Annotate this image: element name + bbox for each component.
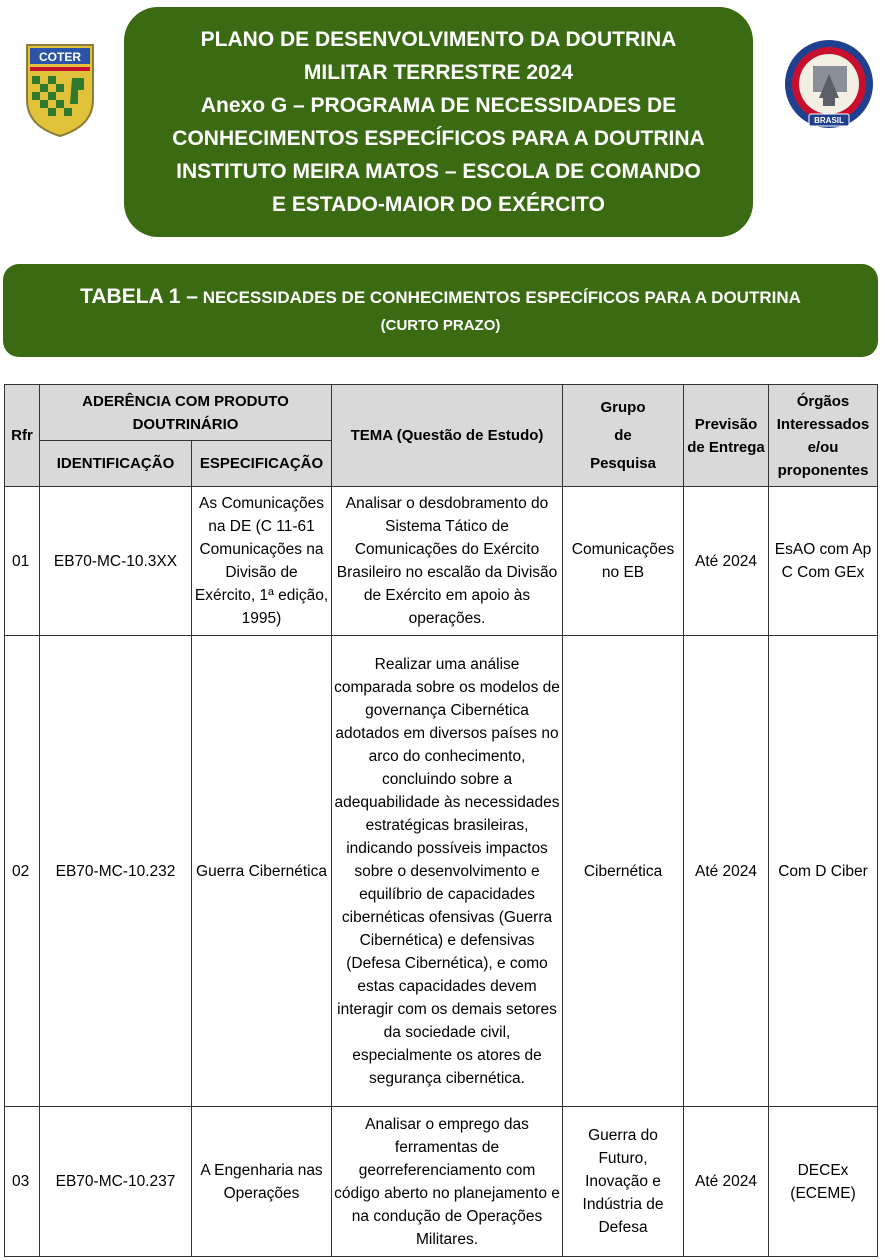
cell-identificacao: EB70-MC-10.3XX	[40, 487, 192, 636]
title-line: Anexo G – PROGRAMA DE NECESSIDADES DE	[200, 94, 677, 117]
coter-emblem-logo	[24, 42, 96, 138]
svg-text:COTER: COTER	[39, 50, 81, 64]
cell-tema: Analisar o emprego das ferramentas de georreferenciamento com código aberto no planejamento e na condução de Operações Militares.	[332, 1107, 563, 1257]
grupo-header-line: Pesquisa	[590, 454, 656, 472]
cell-rfr: 02	[5, 636, 40, 1107]
cell-especificacao: As Comunicações na DE (C 11-61 Comunicações na Divisão de Exército, 1ª edição, 1995)	[192, 487, 332, 636]
cell-rfr: 03	[5, 1107, 40, 1257]
document-title-banner	[124, 7, 753, 237]
table-subtitle: (CURTO PRAZO)	[380, 317, 501, 334]
doctrine-seal-logo	[783, 38, 875, 130]
cell-orgaos: DECEx (ECEME)	[769, 1107, 878, 1257]
grupo-header-line: Grupo	[600, 398, 646, 416]
col-header-especificacao: ESPECIFICAÇÃO	[192, 441, 332, 487]
grupo-header-line: de	[614, 426, 632, 444]
cell-especificacao: Guerra Cibernética	[192, 636, 332, 1107]
title-line: E ESTADO-MAIOR DO EXÉRCITO	[272, 193, 605, 216]
cell-grupo: Cibernética	[563, 636, 684, 1107]
cell-tema: Analisar o desdobramento do Sistema Tático de Comunicações do Exército Brasileiro no escalão da Divisão de Exército em apoio às operações.	[332, 487, 563, 636]
title-line: INSTITUTO MEIRA MATOS – ESCOLA DE COMANDO	[176, 160, 701, 183]
col-header-orgaos: Órgãos Interessados e/ou proponentes	[769, 385, 878, 487]
table-row	[5, 636, 878, 1107]
cell-rfr: 01	[5, 487, 40, 636]
cell-grupo: Comunicações no EB	[563, 487, 684, 636]
table-title	[80, 284, 801, 311]
table-title-text: NECESSIDADES DE CONHECIMENTOS ESPECÍFICOS PARA A DOUTRINA	[202, 288, 801, 307]
title-line: CONHECIMENTOS ESPECÍFICOS PARA A DOUTRINA	[172, 127, 705, 150]
cell-tema: Realizar uma análise comparada sobre os modelos de governança Cibernética adotados em diversos países no arco do conhecimento, concluindo sobre a adequabilidade às necessidades estratégicas brasileiras, indicando possíveis impactos sobre o desenvolvimento e equilíbrio de capacidades cibernéticas ofensivas (Guerra Cibernética) e defensivas (Defesa Cibernética), e como estas capacidades devem interagir com os demais setores da sociedade civil, especialmente os atores de segurança cibernética.	[332, 636, 563, 1107]
col-header-identificacao: IDENTIFICAÇÃO	[40, 441, 192, 487]
cell-orgaos: EsAO com Ap C Com GEx	[769, 487, 878, 636]
needs-table	[4, 384, 878, 1257]
table-row	[5, 487, 878, 636]
col-header-aderencia: ADERÊNCIA COM PRODUTO DOUTRINÁRIO	[40, 385, 332, 441]
cell-identificacao: EB70-MC-10.237	[40, 1107, 192, 1257]
table-row	[5, 1107, 878, 1257]
table-title-banner	[3, 264, 878, 357]
col-header-tema: TEMA (Questão de Estudo)	[332, 385, 563, 487]
cell-grupo: Guerra do Futuro, Inovação e Indústria de Defesa	[563, 1107, 684, 1257]
cell-previsao: Até 2024	[684, 1107, 769, 1257]
title-line: PLANO DE DESENVOLVIMENTO DA DOUTRINA	[200, 28, 677, 51]
col-header-rfr: Rfr	[5, 385, 40, 487]
cell-especificacao: A Engenharia nas Operações	[192, 1107, 332, 1257]
col-header-previsao: Previsão de Entrega	[684, 385, 769, 487]
title-line: MILITAR TERRESTRE 2024	[303, 61, 574, 84]
cell-identificacao: EB70-MC-10.232	[40, 636, 192, 1107]
col-header-grupo	[563, 385, 684, 487]
cell-orgaos: Com D Ciber	[769, 636, 878, 1107]
cell-previsao: Até 2024	[684, 636, 769, 1107]
svg-text:BRASIL: BRASIL	[814, 116, 844, 125]
cell-previsao: Até 2024	[684, 487, 769, 636]
table-number: TABELA 1 –	[80, 285, 198, 308]
